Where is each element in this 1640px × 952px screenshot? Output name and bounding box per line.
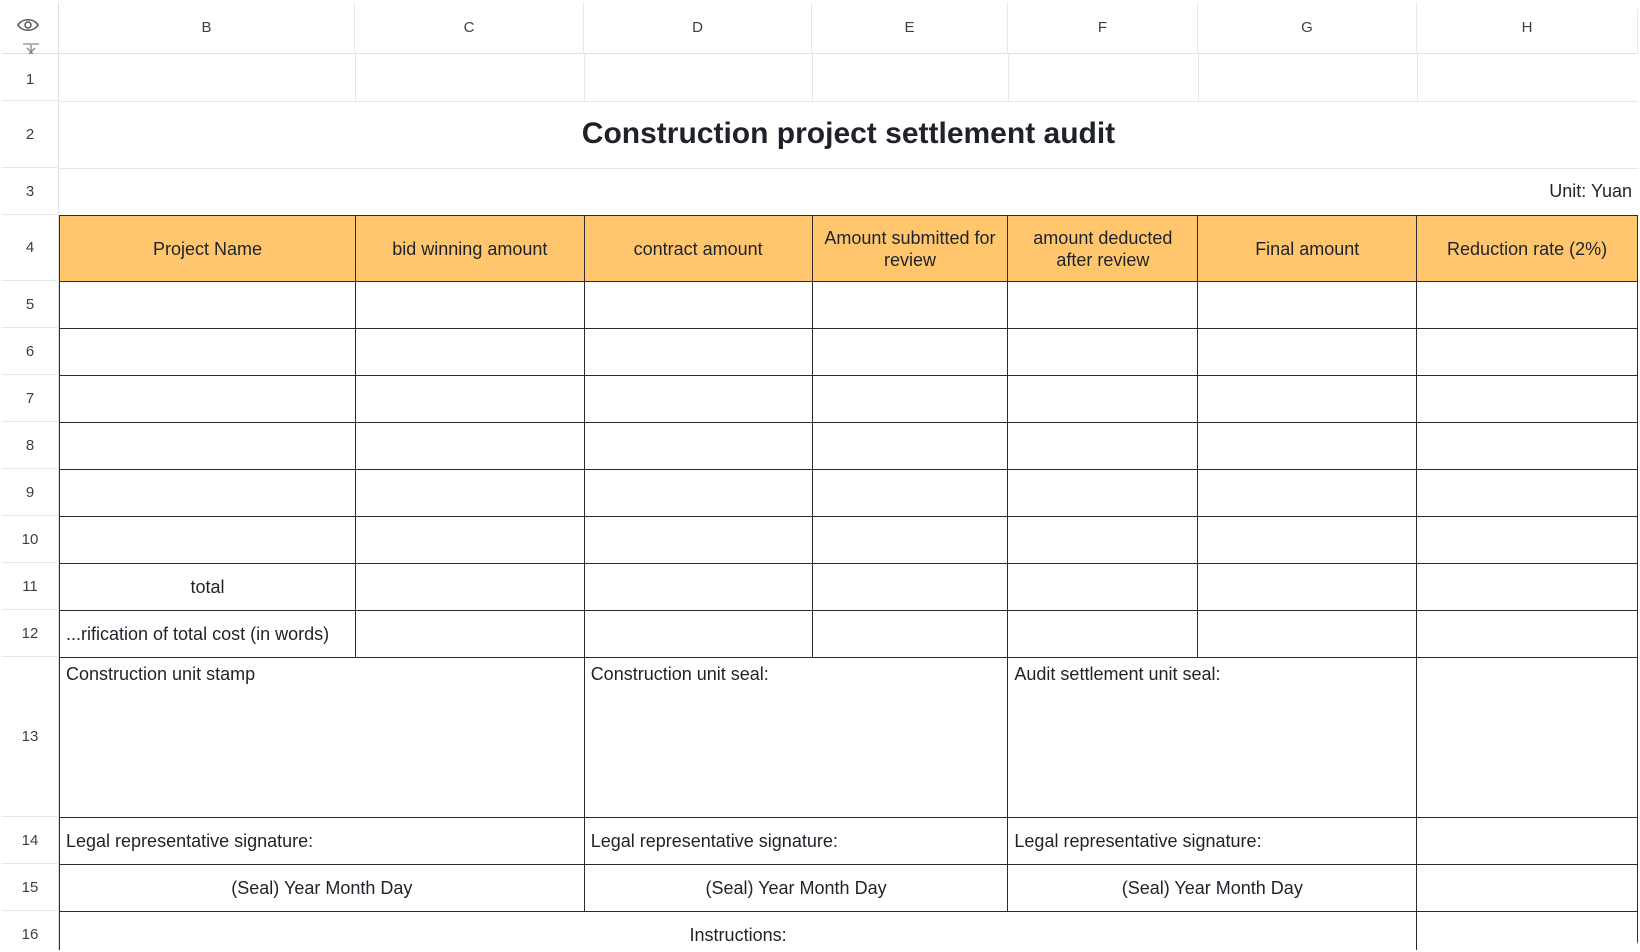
table-cell[interactable] xyxy=(1417,376,1638,423)
table-cell[interactable] xyxy=(1198,470,1417,517)
instructions-cell[interactable]: Instructions: xyxy=(60,912,1417,951)
table-cell[interactable] xyxy=(355,611,584,658)
table-cell[interactable] xyxy=(584,376,812,423)
table-row xyxy=(60,517,1638,564)
row-header-4[interactable]: 4 xyxy=(2,215,59,281)
column-header-f[interactable]: F xyxy=(1008,2,1198,54)
table-cell[interactable] xyxy=(1008,376,1198,423)
signature-cell[interactable]: Legal representative signature: xyxy=(60,818,585,865)
column-header-g[interactable]: G xyxy=(1198,2,1417,54)
header-final-amount[interactable]: Final amount xyxy=(1198,216,1417,282)
table-cell[interactable] xyxy=(812,517,1008,564)
table-cell[interactable] xyxy=(355,423,584,470)
table-cell[interactable] xyxy=(1008,423,1198,470)
table-cell[interactable] xyxy=(1417,912,1638,951)
table-cell[interactable] xyxy=(355,517,584,564)
row-header-3[interactable]: 3 xyxy=(2,168,59,215)
table-cell[interactable] xyxy=(1008,282,1198,329)
total-label[interactable]: total xyxy=(60,564,356,611)
table-cell[interactable] xyxy=(1417,470,1638,517)
table-cell[interactable] xyxy=(1008,517,1198,564)
table-cell[interactable] xyxy=(1417,564,1638,611)
table-cell[interactable] xyxy=(1008,329,1198,376)
table-cell[interactable] xyxy=(1008,611,1198,658)
table-cell[interactable] xyxy=(60,423,356,470)
table-cell[interactable] xyxy=(60,376,356,423)
table-cell[interactable] xyxy=(584,282,812,329)
column-header-b[interactable]: B xyxy=(59,2,355,54)
row-header-13[interactable]: 13 xyxy=(2,657,59,817)
table-row xyxy=(60,470,1638,517)
sheet-corner xyxy=(2,2,59,54)
table-row xyxy=(60,329,1638,376)
words-label[interactable]: ...rification of total cost (in words) xyxy=(60,611,356,658)
column-header-c[interactable]: C xyxy=(355,2,584,54)
row-header-10[interactable]: 10 xyxy=(2,516,59,563)
instructions-row xyxy=(60,912,1638,951)
table-cell[interactable] xyxy=(1198,517,1417,564)
table-cell[interactable] xyxy=(584,564,812,611)
table-cell[interactable] xyxy=(1198,329,1417,376)
table-cell[interactable] xyxy=(1198,423,1417,470)
table-row xyxy=(60,423,1638,470)
table-cell[interactable] xyxy=(1417,658,1638,818)
table-cell[interactable] xyxy=(1417,282,1638,329)
table-cell[interactable] xyxy=(60,517,356,564)
row-header-6[interactable]: 6 xyxy=(2,328,59,375)
table-cell[interactable] xyxy=(1198,376,1417,423)
row-header-7[interactable]: 7 xyxy=(2,375,59,422)
table-cell[interactable] xyxy=(584,329,812,376)
table-cell[interactable] xyxy=(1198,611,1417,658)
row-header-12[interactable]: 12 xyxy=(2,610,59,657)
row-header-5[interactable]: 5 xyxy=(2,281,59,328)
spreadsheet xyxy=(2,2,1638,950)
table-cell[interactable] xyxy=(812,329,1008,376)
date-row xyxy=(60,865,1638,912)
row-header-9[interactable]: 9 xyxy=(2,469,59,516)
table-cell[interactable] xyxy=(812,470,1008,517)
row-header-2[interactable]: 2 xyxy=(2,101,59,168)
table-cell[interactable] xyxy=(1417,517,1638,564)
row-header-8[interactable]: 8 xyxy=(2,422,59,469)
table-cell[interactable] xyxy=(584,611,812,658)
words-row xyxy=(60,611,1638,658)
table-cell[interactable] xyxy=(584,470,812,517)
table-cell[interactable] xyxy=(812,611,1008,658)
header-project-name[interactable]: Project Name xyxy=(60,216,356,282)
column-header-e[interactable]: E xyxy=(812,2,1008,54)
row-header-16[interactable]: 16 xyxy=(2,911,59,950)
table-cell[interactable] xyxy=(1417,423,1638,470)
construction-unit-stamp-cell[interactable]: Construction unit stamp xyxy=(60,658,585,818)
header-contract-amount[interactable]: contract amount xyxy=(584,216,812,282)
row-header-11[interactable]: 11 xyxy=(2,563,59,610)
header-bid-winning-amount[interactable]: bid winning amount xyxy=(355,216,584,282)
header-row xyxy=(60,216,1638,282)
table-cell[interactable] xyxy=(584,517,812,564)
table-cell[interactable] xyxy=(812,564,1008,611)
table-cell[interactable] xyxy=(355,282,584,329)
stamp-row xyxy=(60,658,1638,818)
date-cell[interactable]: (Seal) Year Month Day xyxy=(1008,865,1417,912)
table-cell[interactable] xyxy=(1417,865,1638,912)
table-cell[interactable] xyxy=(355,470,584,517)
signature-cell[interactable]: Legal representative signature: xyxy=(1008,818,1417,865)
table-cell[interactable] xyxy=(1008,564,1198,611)
eye-icon[interactable] xyxy=(17,18,39,37)
table-cell[interactable] xyxy=(1417,818,1638,865)
audit-settlement-seal-cell[interactable]: Audit settlement unit seal: xyxy=(1008,658,1417,818)
sheet-title[interactable]: Construction project settlement audit xyxy=(581,117,1116,150)
table-cell[interactable] xyxy=(1417,329,1638,376)
settlement-table xyxy=(59,215,1638,950)
table-cell[interactable] xyxy=(812,376,1008,423)
unit-label[interactable]: Unit: Yuan xyxy=(1549,181,1632,201)
signature-cell[interactable]: Legal representative signature: xyxy=(584,818,1008,865)
table-cell[interactable] xyxy=(1008,470,1198,517)
header-reduction-rate[interactable]: Reduction rate (2%) xyxy=(1417,216,1638,282)
table-cell[interactable] xyxy=(812,282,1008,329)
column-header-d[interactable]: D xyxy=(584,2,812,54)
column-header-h[interactable]: H xyxy=(1417,2,1638,54)
table-cell[interactable] xyxy=(355,564,584,611)
row-header-1[interactable]: 1 xyxy=(2,54,59,101)
date-cell[interactable]: (Seal) Year Month Day xyxy=(584,865,1008,912)
table-cell[interactable] xyxy=(60,470,356,517)
construction-unit-seal-cell[interactable]: Construction unit seal: xyxy=(584,658,1008,818)
header-amount-deducted[interactable]: amount deducted after review xyxy=(1008,216,1198,282)
signature-row xyxy=(60,818,1638,865)
table-cell[interactable] xyxy=(60,329,356,376)
table-cell[interactable] xyxy=(584,423,812,470)
table-cell[interactable] xyxy=(1198,564,1417,611)
row-header-15[interactable]: 15 xyxy=(2,864,59,911)
table-cell[interactable] xyxy=(1417,611,1638,658)
table-cell[interactable] xyxy=(355,329,584,376)
table-row xyxy=(60,376,1638,423)
header-amount-submitted[interactable]: Amount submitted for review xyxy=(812,216,1008,282)
table-cell[interactable] xyxy=(355,376,584,423)
table-cell[interactable] xyxy=(1198,282,1417,329)
total-row xyxy=(60,564,1638,611)
table-cell[interactable] xyxy=(812,423,1008,470)
table-row xyxy=(60,282,1638,329)
row-header-14[interactable]: 14 xyxy=(2,817,59,864)
table-cell[interactable] xyxy=(60,282,356,329)
date-cell[interactable]: (Seal) Year Month Day xyxy=(60,865,585,912)
